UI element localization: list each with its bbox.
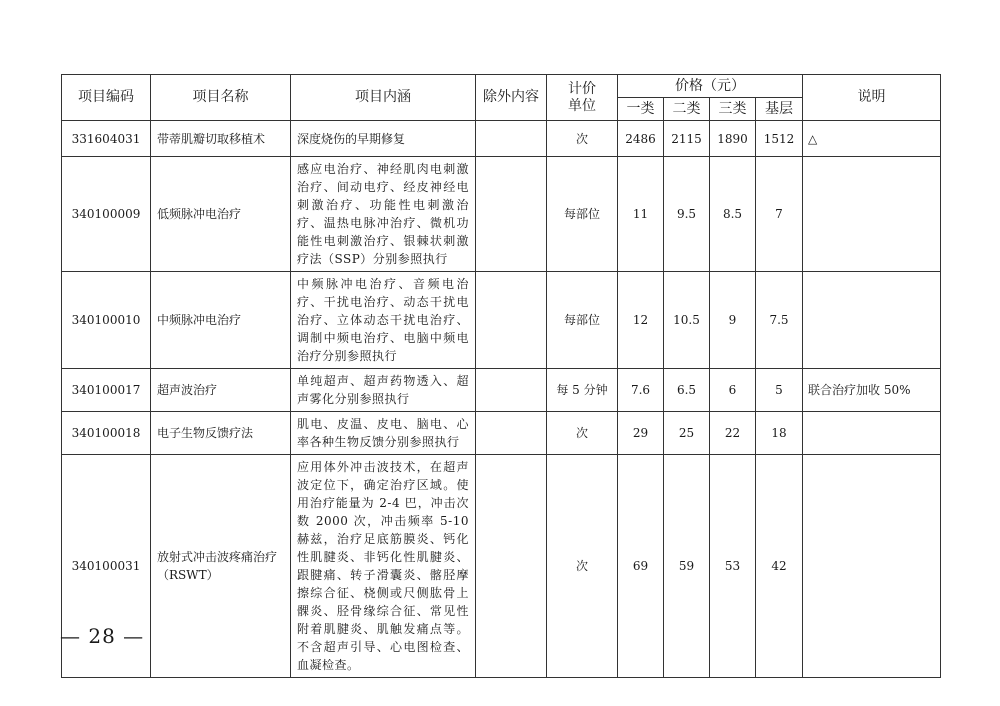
price-table (61, 74, 941, 678)
cell-code: 340100009 (62, 157, 151, 272)
header-row-1 (62, 75, 941, 98)
header-price-group: 价格（元） (618, 75, 803, 98)
table-row (62, 272, 941, 369)
cell-code: 340100031 (62, 455, 151, 678)
cell-content: 应用体外冲击波技术，在超声波定位下，确定治疗区域。使用治疗能量为 2-4 巴，冲击次数 2000 次，冲击频率 5-10 赫兹，治疗足底筋膜炎、钙化性肌腱炎、非钙化性肌腱炎、跟腱痛、转子滑囊炎、髂胫摩擦综合征、桡侧或尺侧肱骨上髁炎、胫骨缘综合征、常见性附着肌腱炎、肌触发痛点等。不含超声引导、心电图检查、血凝检查。 (291, 455, 476, 678)
cell-exclude (476, 412, 547, 455)
header-exclude: 除外内容 (476, 75, 547, 121)
cell-unit: 每部位 (547, 272, 618, 369)
cell-note (803, 272, 941, 369)
cell-price-class3: 53 (710, 455, 756, 678)
cell-price-class2: 25 (664, 412, 710, 455)
cell-code: 331604031 (62, 121, 151, 157)
cell-content: 感应电治疗、神经肌肉电刺激治疗、间动电疗、经皮神经电刺激治疗、功能性电刺激治疗、温热电脉冲治疗、微机功能性电刺激治疗、银棘状刺激疗法（SSP）分别参照执行 (291, 157, 476, 272)
cell-unit: 次 (547, 455, 618, 678)
cell-price-grassroots: 18 (756, 412, 803, 455)
cell-exclude (476, 455, 547, 678)
cell-exclude (476, 272, 547, 369)
cell-price-class3: 6 (710, 369, 756, 412)
cell-price-class1: 69 (618, 455, 664, 678)
cell-name: 中频脉冲电治疗 (151, 272, 291, 369)
cell-name: 电子生物反馈疗法 (151, 412, 291, 455)
cell-exclude (476, 157, 547, 272)
table-row (62, 412, 941, 455)
cell-price-class1: 29 (618, 412, 664, 455)
table-row (62, 121, 941, 157)
cell-name: 超声波治疗 (151, 369, 291, 412)
cell-price-class2: 6.5 (664, 369, 710, 412)
header-grassroots: 基层 (756, 98, 803, 121)
cell-price-class1: 11 (618, 157, 664, 272)
header-content: 项目内涵 (291, 75, 476, 121)
cell-price-class3: 9 (710, 272, 756, 369)
header-class2: 二类 (664, 98, 710, 121)
header-note: 说明 (803, 75, 941, 121)
cell-content: 中频脉冲电治疗、音频电治疗、干扰电治疗、动态干扰电治疗、立体动态干扰电治疗、调制中频电治疗、电脑中频电治疗分别参照执行 (291, 272, 476, 369)
cell-unit: 次 (547, 412, 618, 455)
cell-unit: 每 5 分钟 (547, 369, 618, 412)
cell-price-grassroots: 7 (756, 157, 803, 272)
cell-price-class3: 22 (710, 412, 756, 455)
cell-note (803, 412, 941, 455)
cell-price-class2: 10.5 (664, 272, 710, 369)
cell-price-class3: 8.5 (710, 157, 756, 272)
cell-exclude (476, 369, 547, 412)
cell-price-class1: 2486 (618, 121, 664, 157)
cell-code: 340100017 (62, 369, 151, 412)
cell-code: 340100018 (62, 412, 151, 455)
cell-unit: 次 (547, 121, 618, 157)
cell-note (803, 455, 941, 678)
cell-name: 放射式冲击波疼痛治疗（RSWT） (151, 455, 291, 678)
header-unit-line1: 计价 (568, 80, 596, 97)
cell-content: 深度烧伤的早期修复 (291, 121, 476, 157)
table-row (62, 369, 941, 412)
cell-price-grassroots: 5 (756, 369, 803, 412)
page-number: — 28 — (60, 624, 145, 648)
header-unit-line2: 单位 (568, 97, 596, 114)
cell-content: 肌电、皮温、皮电、脑电、心率各种生物反馈分别参照执行 (291, 412, 476, 455)
cell-name: 带蒂肌瓣切取移植术 (151, 121, 291, 157)
cell-code: 340100010 (62, 272, 151, 369)
header-code: 项目编码 (62, 75, 151, 121)
header-class3: 三类 (710, 98, 756, 121)
cell-price-class2: 2115 (664, 121, 710, 157)
cell-price-class1: 7.6 (618, 369, 664, 412)
cell-note (803, 157, 941, 272)
cell-price-class3: 1890 (710, 121, 756, 157)
table-row (62, 157, 941, 272)
cell-price-grassroots: 1512 (756, 121, 803, 157)
cell-price-class1: 12 (618, 272, 664, 369)
cell-price-class2: 59 (664, 455, 710, 678)
cell-note: △ (803, 121, 941, 157)
table-row (62, 455, 941, 678)
cell-price-grassroots: 7.5 (756, 272, 803, 369)
header-class1: 一类 (618, 98, 664, 121)
header-unit (547, 75, 618, 121)
cell-unit: 每部位 (547, 157, 618, 272)
cell-content: 单纯超声、超声药物透入、超声雾化分别参照执行 (291, 369, 476, 412)
cell-price-class2: 9.5 (664, 157, 710, 272)
cell-exclude (476, 121, 547, 157)
cell-note: 联合治疗加收 50% (803, 369, 941, 412)
cell-name: 低频脉冲电治疗 (151, 157, 291, 272)
header-name: 项目名称 (151, 75, 291, 121)
cell-price-grassroots: 42 (756, 455, 803, 678)
